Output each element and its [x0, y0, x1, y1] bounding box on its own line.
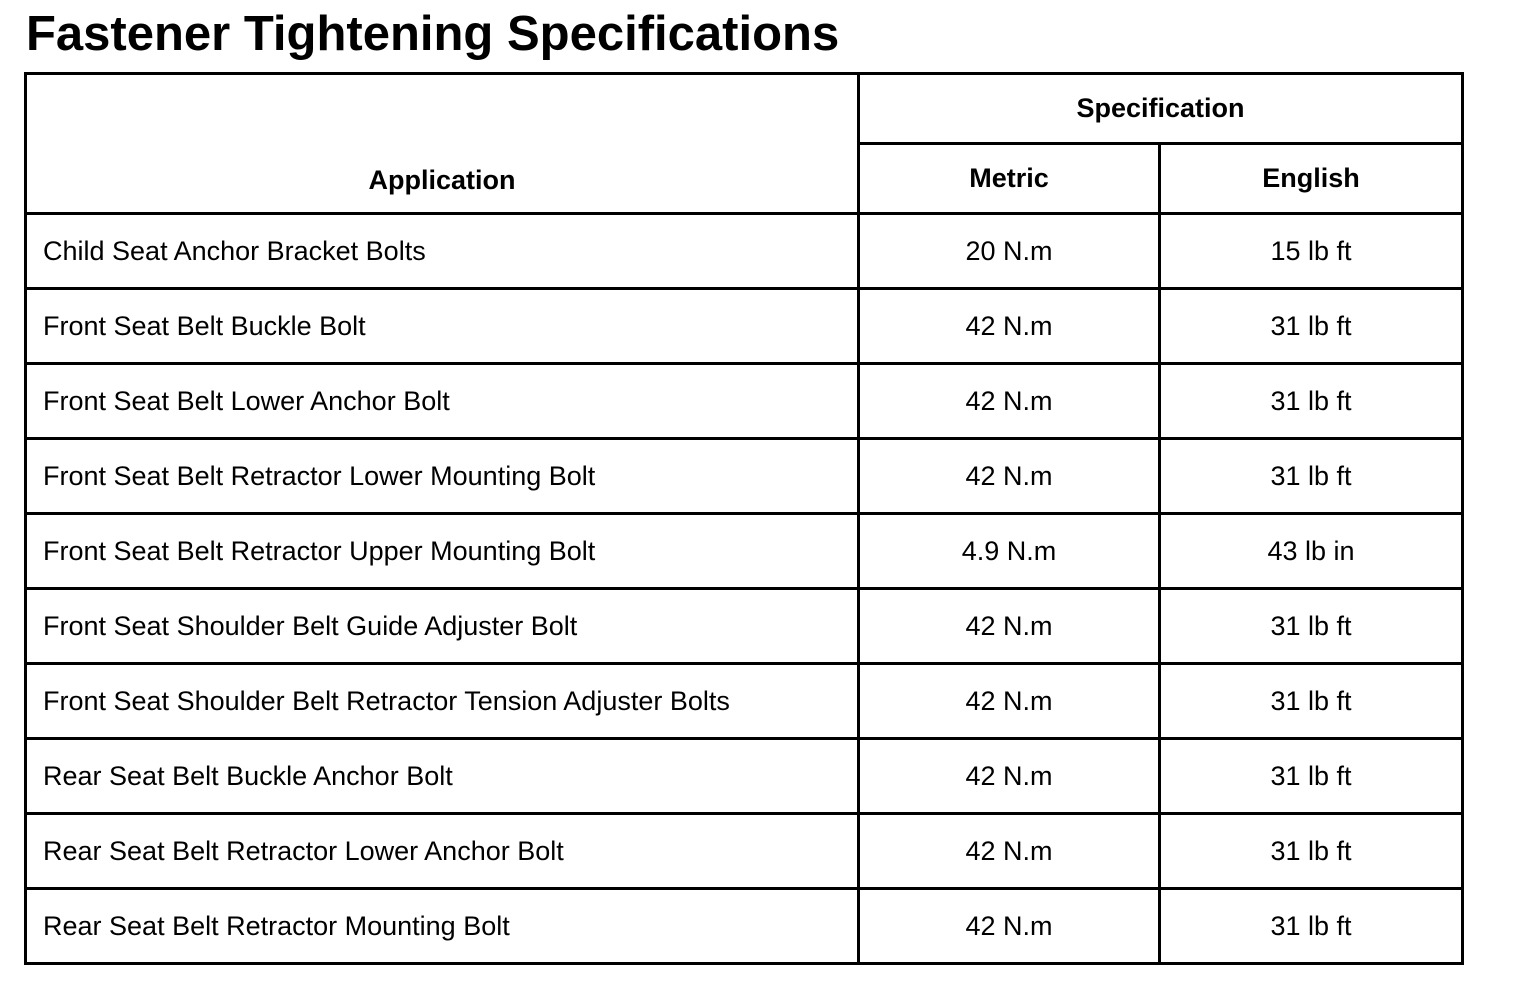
application-cell: Front Seat Shoulder Belt Guide Adjuster Bolt [26, 589, 859, 664]
metric-cell: 42 N.m [859, 289, 1160, 364]
application-cell: Child Seat Anchor Bracket Bolts [26, 214, 859, 289]
table-body [26, 214, 1463, 964]
header-row-top [26, 74, 1463, 144]
application-cell: Rear Seat Belt Retractor Mounting Bolt [26, 889, 859, 964]
table-row [26, 589, 1463, 664]
application-cell: Front Seat Belt Retractor Upper Mounting Bolt [26, 514, 859, 589]
metric-cell: 42 N.m [859, 364, 1160, 439]
table-row [26, 439, 1463, 514]
metric-cell: 42 N.m [859, 814, 1160, 889]
application-cell: Front Seat Shoulder Belt Retractor Tension Adjuster Bolts [26, 664, 859, 739]
page-title: Fastener Tightening Specifications [26, 7, 840, 61]
metric-cell: 4.9 N.m [859, 514, 1160, 589]
english-cell: 31 lb ft [1160, 439, 1463, 514]
application-column-header: Application [26, 74, 859, 214]
metric-cell: 42 N.m [859, 589, 1160, 664]
metric-cell: 20 N.m [859, 214, 1160, 289]
application-cell: Rear Seat Belt Buckle Anchor Bolt [26, 739, 859, 814]
specification-column-header: Specification [859, 74, 1463, 144]
fastener-spec-table [24, 72, 1464, 965]
application-cell: Rear Seat Belt Retractor Lower Anchor Bolt [26, 814, 859, 889]
application-cell: Front Seat Belt Lower Anchor Bolt [26, 364, 859, 439]
table-row [26, 514, 1463, 589]
english-cell: 31 lb ft [1160, 814, 1463, 889]
english-column-header: English [1160, 144, 1463, 214]
table-row [26, 214, 1463, 289]
english-cell: 31 lb ft [1160, 589, 1463, 664]
metric-cell: 42 N.m [859, 739, 1160, 814]
table-row [26, 739, 1463, 814]
english-cell: 31 lb ft [1160, 664, 1463, 739]
english-cell: 31 lb ft [1160, 289, 1463, 364]
table-header [26, 74, 1463, 214]
application-cell: Front Seat Belt Buckle Bolt [26, 289, 859, 364]
english-cell: 31 lb ft [1160, 364, 1463, 439]
table-row [26, 814, 1463, 889]
metric-cell: 42 N.m [859, 439, 1160, 514]
metric-cell: 42 N.m [859, 889, 1160, 964]
english-cell: 15 lb ft [1160, 214, 1463, 289]
metric-cell: 42 N.m [859, 664, 1160, 739]
application-cell: Front Seat Belt Retractor Lower Mounting Bolt [26, 439, 859, 514]
table-row [26, 364, 1463, 439]
table-row [26, 289, 1463, 364]
english-cell: 31 lb ft [1160, 889, 1463, 964]
english-cell: 43 lb in [1160, 514, 1463, 589]
table-row [26, 664, 1463, 739]
metric-column-header: Metric [859, 144, 1160, 214]
table-row [26, 889, 1463, 964]
english-cell: 31 lb ft [1160, 739, 1463, 814]
